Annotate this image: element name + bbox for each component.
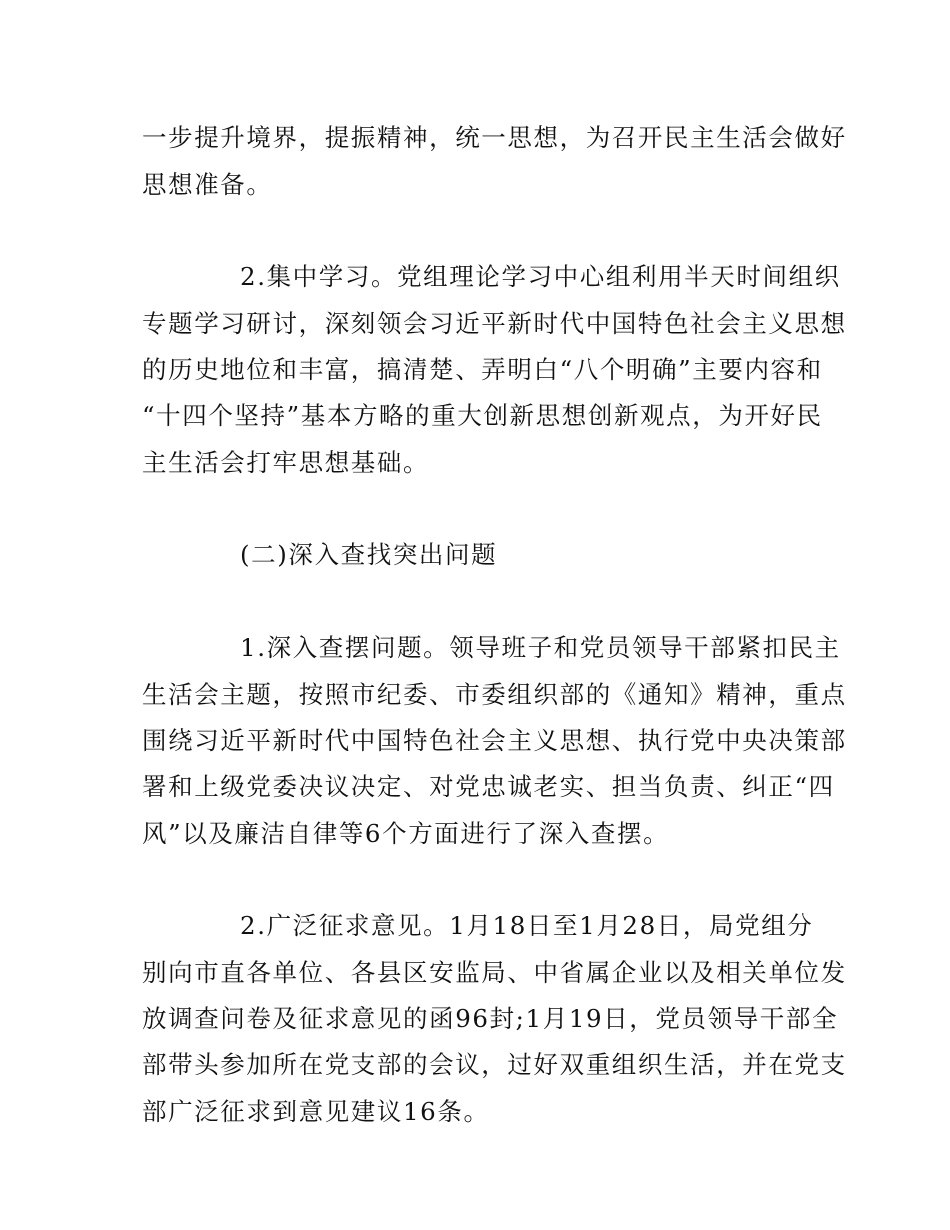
section-heading: (二)深入查找突出问题 (240, 540, 498, 569)
paragraph-2-line-4: “十四个坚持”基本方略的重大创新思想创新观点，为开好民 (142, 401, 823, 430)
paragraph-4-line-1: 2.广泛征求意见。1月18日至1月28日，局党组分 (240, 911, 814, 940)
paragraph-2-line-5: 主生活会打牢思想基础。 (142, 448, 430, 477)
paragraph-4-line-5: 部广泛征求到意见建议16条。 (142, 1097, 490, 1126)
paragraph-4-line-3: 放调查问卷及征求意见的函96封;1月19日，党员领导干部全 (142, 1004, 839, 1033)
paragraph-3-line-2: 生活会主题，按照市纪委、市委组织部的《通知》精神，重点 (142, 680, 847, 709)
paragraph-1-line-2: 思想准备。 (142, 170, 273, 199)
paragraph-4-line-2: 别向市直各单位、各县区安监局、中省属企业以及相关单位发 (142, 958, 847, 987)
paragraph-3-line-1: 1.深入查摆问题。领导班子和党员领导干部紧扣民主 (240, 633, 841, 662)
paragraph-2-line-1: 2.集中学习。党组理论学习中心组利用半天时间组织 (240, 262, 841, 291)
paragraph-3-line-3: 围绕习近平新时代中国特色社会主义思想、执行党中央决策部 (142, 726, 847, 755)
paragraph-2-line-3: 的历史地位和丰富，搞清楚、弄明白“八个明确”主要内容和 (142, 355, 823, 384)
paragraph-2-line-2: 专题学习研讨，深刻领会习近平新时代中国特色社会主义思想 (142, 309, 847, 338)
paragraph-1-line-1: 一步提升境界，提振精神，统一思想，为召开民主生活会做好 (142, 123, 847, 152)
paragraph-3-line-4: 署和上级党委决议决定、对党忠诚老实、担当负责、纠正“四 (142, 772, 835, 801)
paragraph-4-line-4: 部带头参加所在党支部的会议，过好双重组织生活，并在党支 (142, 1050, 847, 1079)
paragraph-3-line-5: 风”以及廉洁自律等6个方面进行了深入查摆。 (142, 819, 670, 848)
